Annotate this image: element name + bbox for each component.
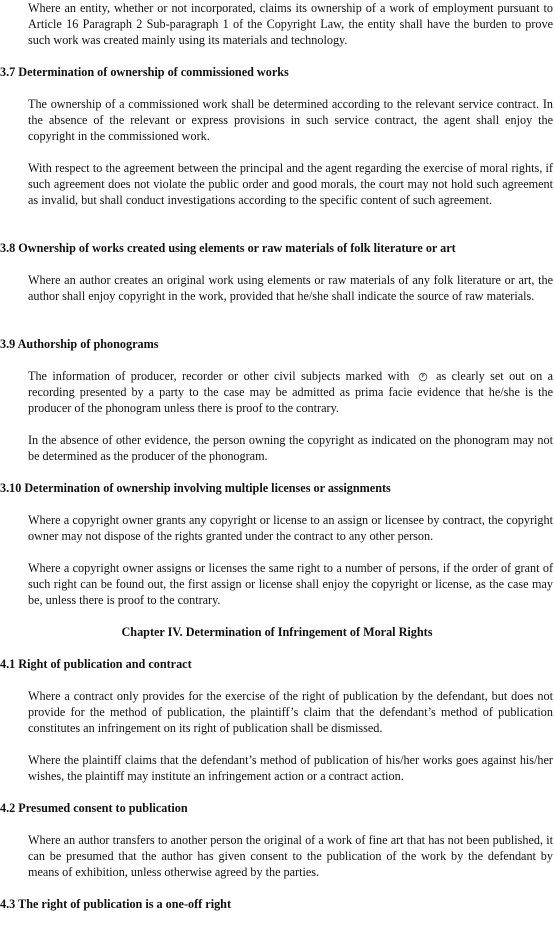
paragraph-infringement-or-contract-action: Where the plaintiff claims that the defendant’s method of publication of his/her works goes against his/her wishes, the plaintiff may institute an infringement action or a contract action. (28, 753, 553, 783)
paragraph-folk-literature-raw-materials: Where an author creates an original work using elements or raw materials of any folk literature or art, the author shall enjoy copyright in the work, provided that he/she shall indicate the source of raw materials. (28, 273, 553, 303)
paragraph-moral-rights-agreement: With respect to the agreement between the principal and the agent regarding the exercise of moral rights, if such agreement does not violate the public order and good morals, the court may not hold such agreement as invalid, but shall conduct investigations according to the specific content of such agreement. (28, 161, 553, 207)
paragraph-grant-of-license: Where a copyright owner grants any copyright or license to an assign or licensee by contract, the copyright owner may not dispose of the rights granted under the contract to any other person. (28, 513, 553, 543)
paragraph-text-after-mark: as clearly set out on a recording presented by a party to the case may be admitted as prima facie evidence that he/she is the producer of the phonogram unless there is proof to the contrary. (28, 369, 554, 415)
paragraph-employment-work-ownership: Where an entity, whether or not incorporated, claims its ownership of a work of employment pursuant to Article 16 Paragraph 2 Sub-paragraph 1 of the Copyright Law, the entity shall have the burden to prove such work was created mainly using its materials and technology. (28, 1, 553, 47)
section-heading-4-1: 4.1 Right of publication and contract (0, 657, 192, 671)
phonogram-p-mark-icon: P (418, 373, 426, 381)
paragraph-phonogram-copyright-owner: In the absence of other evidence, the person owning the copyright as indicated on the phonogram may not be determined as the producer of the phonogram. (28, 433, 553, 463)
section-heading-3-10: 3.10 Determination of ownership involving multiple licenses or assignments (0, 481, 391, 495)
chapter-heading-iv: Chapter IV. Determination of Infringement of Moral Rights (121, 625, 433, 639)
section-heading-4-3: 4.3 The right of publication is a one-off right (0, 897, 232, 911)
section-heading-3-7: 3.7 Determination of ownership of commissioned works (0, 65, 289, 79)
section-heading-3-8: 3.8 Ownership of works created using elements or raw materials of folk literature or art (0, 241, 456, 255)
paragraph-multiple-assignment-order: Where a copyright owner assigns or licenses the same right to a number of persons, if the order of grant of such right can be found out, the first assign or license shall enjoy the copyright or license, as the case may be, unless there is proof to the contrary. (28, 561, 553, 607)
paragraph-phonogram-producer-evidence (0, 368, 554, 416)
paragraph-text-before-mark: The information of producer, recorder or other civil subjects marked with (28, 369, 410, 383)
paragraph-presumed-consent-exhibition: Where an author transfers to another person the original of a work of fine art that has not been published, it can be presumed that the author has given consent to the publication of the work by the defendant by means of exhibition, unless otherwise agreed by the parties. (28, 833, 553, 879)
section-heading-3-9: 3.9 Authorship of phonograms (0, 337, 159, 351)
section-heading-4-2: 4.2 Presumed consent to publication (0, 801, 188, 815)
paragraph-publication-method-dismissed: Where a contract only provides for the exercise of the right of publication by the defendant, but does not provide for the method of publication, the plaintiff’s claim that the defendant’s method of publication constitutes an infringement on its right of publication shall be dismissed. (28, 689, 553, 735)
paragraph-commissioned-works-contract: The ownership of a commissioned work shall be determined according to the relevant service contract. In the absence of the relevant or express provisions in such service contract, the agent shall enjoy the copyright in the commissioned work. (28, 97, 553, 143)
